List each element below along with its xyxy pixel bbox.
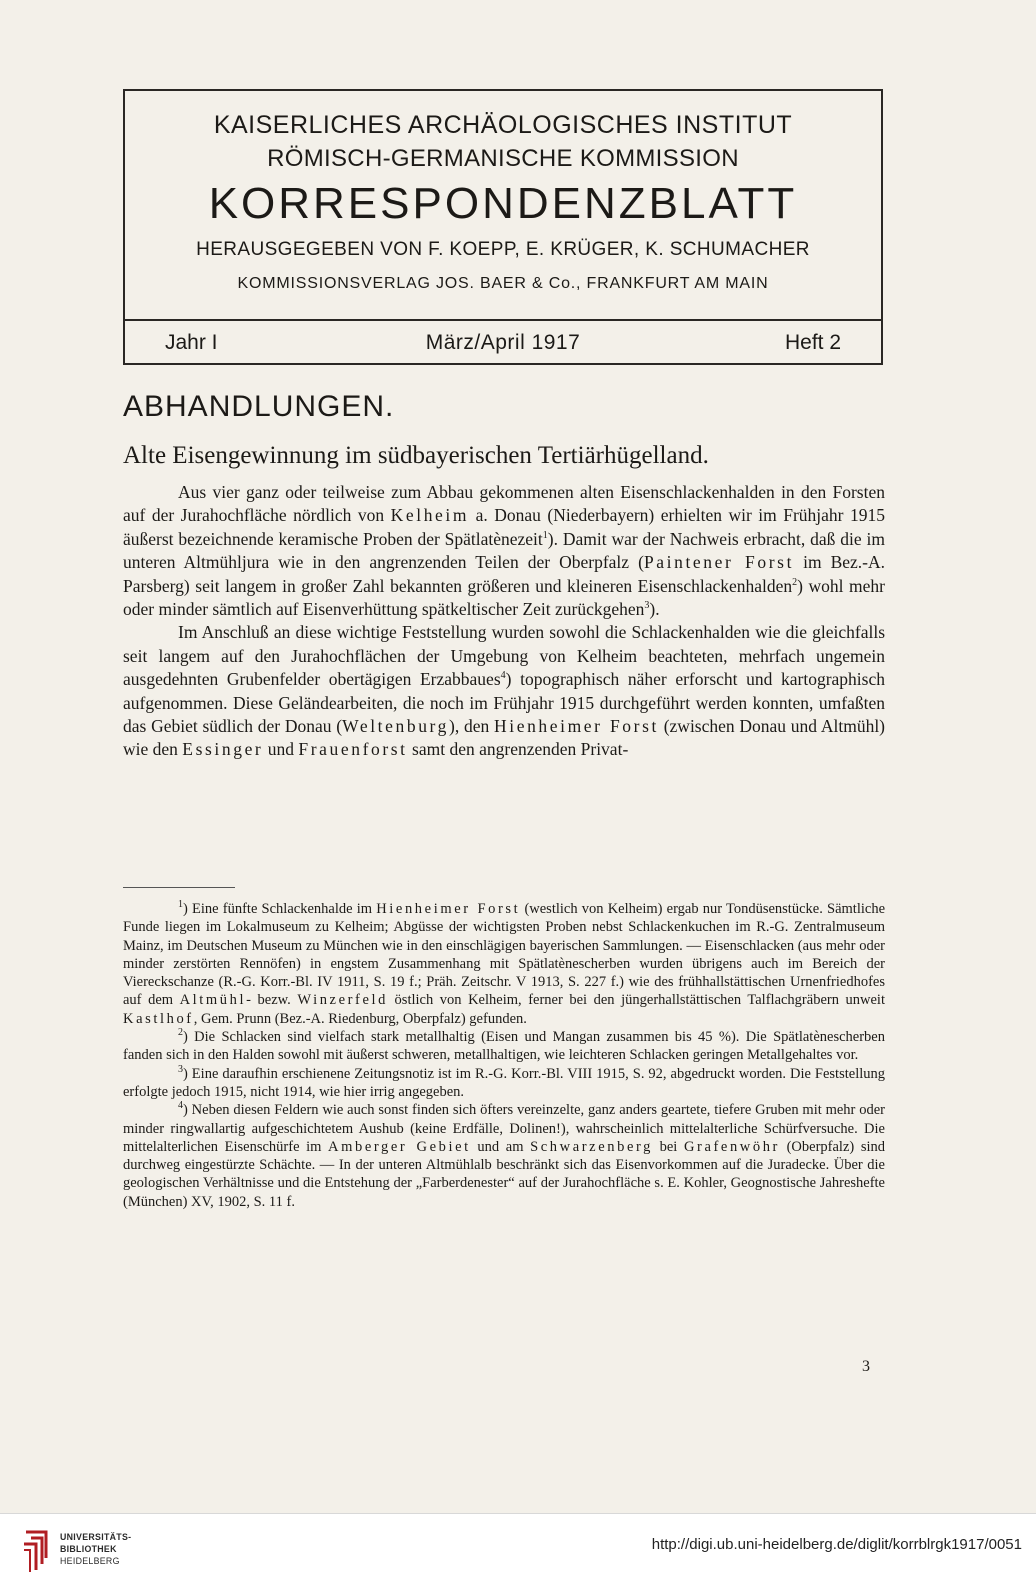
paragraph-1: Aus vier ganz oder teilweise zum Abbau gekommenen alten Eisenschlackenhalden in den Forsten auf der Jurahochfläche nördlich von Kelheim a. Donau (Niederbayern) erhielten wir im Frühjahr 1915 äußerst bezeichnende keramische Proben der Spätlatènezeit$^1$). Damit war der Nachweis erbracht, daß die im unteren Altmühljura wie in den angrenzenden Teilen der Oberpfalz (Paintener Forst im Bez.-A. Parsberg) seit langem in großer Zahl bekannten größeren und kleineren Eisenschlackenhalden$^2$) wohl mehr oder minder sämtlich auf Eisenverhüttung spätkeltischer Zeit zurückgehen$^3$). — [123, 482, 886, 620]
footnote-ref: 2 — [792, 576, 798, 588]
article-body — [123, 481, 885, 762]
spaced-name: Kelheim — [390, 505, 470, 526]
spaced-name: Essinger — [182, 739, 264, 760]
logo-line-1: UNIVERSITÄTS- — [60, 1532, 132, 1542]
library-logo-text[interactable] — [60, 1531, 131, 1567]
spaced-name: Winzerfeld — [297, 992, 388, 1009]
footnote-mark: 2 — [178, 1027, 183, 1039]
article-title: Alte Eisengewinnung im südbayerischen Tertiärhügelland. — [123, 442, 709, 469]
spaced-name: Altmühl — [179, 992, 247, 1009]
journal-title: KORRESPONDENZBLATT — [208, 179, 798, 228]
spaced-name: Weltenburg — [342, 716, 450, 737]
footnote-ref: 3 — [644, 600, 650, 612]
masthead-divider — [125, 319, 881, 321]
footnote-divider — [123, 887, 235, 888]
footnote-mark: 1 — [178, 899, 183, 911]
ub-heidelberg-logo-icon[interactable] — [22, 1528, 56, 1574]
spaced-name: Schwarzenberg — [530, 1138, 654, 1155]
permalink-url[interactable]: http://digi.ub.uni-heidelberg.de/diglit/korrblrgk1917/0051 — [651, 1536, 1022, 1553]
issue-date: März/April 1917 — [425, 331, 581, 354]
logo-line-3: HEIDELBERG — [60, 1556, 120, 1566]
spaced-name: Paintener Forst — [643, 552, 795, 573]
issue-number: Heft 2 — [784, 331, 841, 354]
footnote-mark: 3 — [178, 1063, 183, 1075]
page-number: 3 — [862, 1358, 870, 1375]
institute-name: KAISERLICHES ARCHÄOLOGISCHES INSTITUT — [213, 111, 793, 139]
viewer-footer — [0, 1513, 1036, 1588]
footnote-2: $^2$) Die Schlacken sind vielfach stark metallhaltig (Eisen und Mangan zusammen bis 45 %). Die Spätlatènescherben fanden sich in den Halden sowohl mit äußerst schweren, metallhaltigen, wie leichteren Schlacken geringen Metallgehaltes vor. — [123, 1027, 885, 1064]
publisher-line: KOMMISSIONSVERLAG JOS. BAER & Co., FRANKFURT AM MAIN — [237, 275, 769, 292]
spaced-name: Kastlhof — [123, 1010, 194, 1027]
footnotes — [123, 900, 885, 1211]
spaced-name: Grafenwöhr — [683, 1138, 780, 1155]
paragraph-2: Im Anschluß an diese wichtige Feststellung wurden sowohl die Schlackenhalden wie die gleichfalls seit langem auf den Jurahochflächen der Umgebung von Kelheim beachteten, mehrfach ungemein ausgedehnten Grubenfelder obertägigen Erzabbaues$^4$) topographisch näher erforscht und kartographisch aufgenommen. Diese Geländearbeiten, die noch im Frühjahr 1915 durchgeführt werden konnten, umfaßten das Gebiet südlich der Donau (Weltenburg), den Hienheimer Forst (zwischen Donau und Altmühl) wie den Essinger und Frauenforst samt den angrenzenden Privat- — [123, 622, 886, 760]
footnote-ref: 4 — [500, 670, 506, 682]
logo-line-2: BIBLIOTHEK — [60, 1544, 117, 1554]
spaced-name: Amberger Gebiet — [328, 1138, 471, 1155]
editors-line: HERAUSGEGEBEN VON F. KOEPP, E. KRÜGER, K. SCHUMACHER — [196, 239, 810, 260]
footnote-ref: 1 — [542, 529, 548, 541]
footnote-mark: 4 — [178, 1100, 183, 1112]
spaced-name: Hienheimer Forst — [494, 716, 659, 737]
section-title: ABHANDLUNGEN. — [123, 390, 395, 423]
footnote-1: $^1$) Eine fünfte Schlackenhalde im Hienheimer Forst (westlich von Kelheim) ergab nur Tondüsenstücke. Sämtliche Funde liegen im Lokalmuseum zu Kelheim; Abgüsse der wichtigsten Proben nebst Schlackenkuchen im R.-G. Zentralmuseum Mainz, im Deutschen Museum zu München wie in den einschlägigen bayerischen Sammlungen. — Eisenschlacken (aus mehr oder minder zerstörten Rennöfen) in engstem Zusammenhang mit Spätlatènescherben wurden übrigens auch im Bereich der Viereckschanze (R.-G. Korr.-Bl. IV 1911, S. 19 f.; Präh. Zeitschr. V 1913, S. 227 f.) wie des frühhallstättischen Urnenfriedhofes auf dem Altmühl- bezw. Winzerfeld östlich von Kelheim, ferner bei den jüngerhallstättischen Talflachgräbern unweit Kastlhof, Gem. Prunn (Bez.-A. Riedenburg, Oberpfalz) gefunden. — [123, 899, 886, 1027]
footnote-4: $^4$) Neben diesen Feldern wie auch sonst finden sich öfters vereinzelte, ganz anders geartete, tiefere Gruben mit mehr oder minder ringwallartig aufgeschichtetem Aushub (keine Erdfälle, Dolinen!), wahrscheinlich mittelalterliche Schürfversuche. Die mittelalterlichen Eisenschürfe im Amberger Gebiet und am Schwarzenberg bei Grafenwöhr (Oberpfalz) sind durchweg eingestürzte Schächte. — In der unteren Altmühlalb beschränkt sich das Eisenvorkommen auf die Juradecke. Über die geologischen Verhältnisse und die Entstehung der „Farberdenester“ auf der Jurahochfläche s. E. Kohler, Geognostische Jahreshefte (München) XV, 1902, S. 11 f. — [123, 1100, 886, 1210]
masthead-box — [123, 89, 883, 365]
spaced-name: Frauenforst — [298, 739, 408, 760]
spaced-name: Hienheimer Forst — [376, 901, 521, 917]
footnote-3: $^3$) Eine daraufhin erschienene Zeitungsnotiz ist im R.-G. Korr.-Bl. VIII 1915, S. 92, abgedruckt worden. Die Feststellung erfolgte jedoch 1915, nicht 1914, wie hier irrig angegeben. — [123, 1063, 885, 1100]
commission-name: RÖMISCH-GERMANISCHE KOMMISSION — [267, 145, 739, 172]
issue-year: Jahr I — [165, 331, 218, 354]
